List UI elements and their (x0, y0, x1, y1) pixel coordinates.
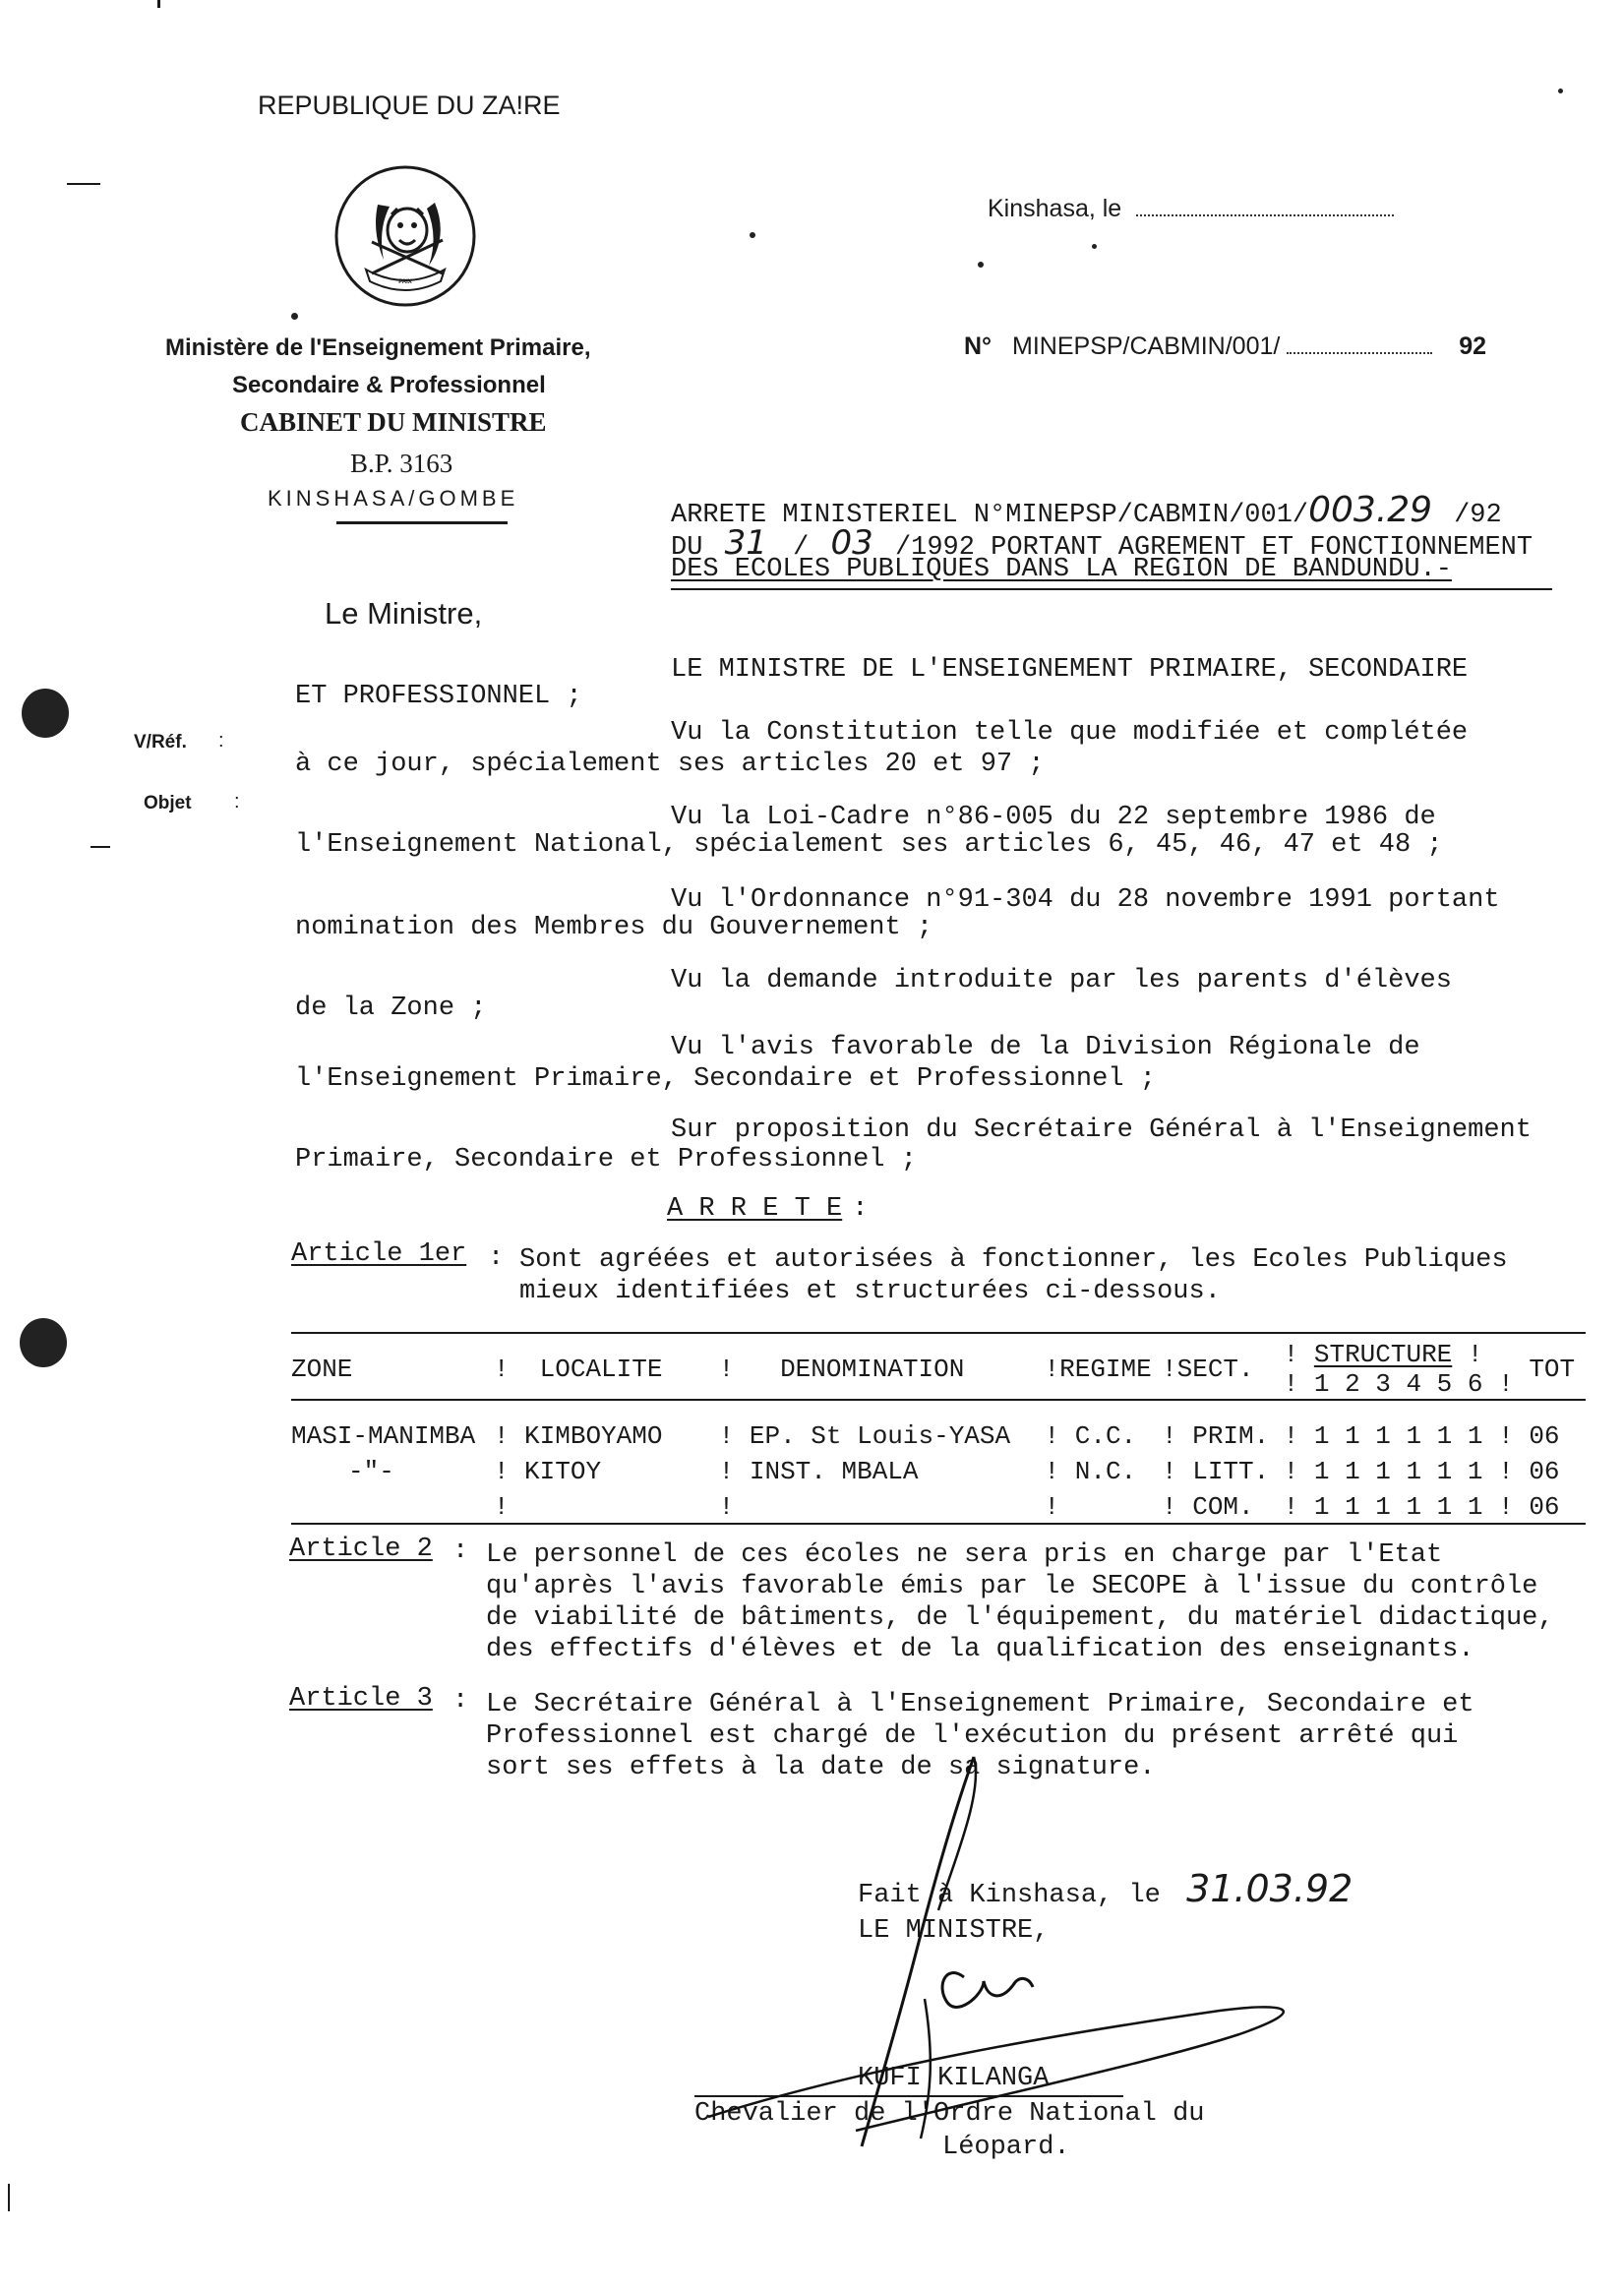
decree-date-separator: / (793, 533, 810, 563)
closing-done-at-text: Fait à Kinshasa, le (858, 1881, 1161, 1910)
city-address: KINSHASA/GOMBE (268, 486, 519, 511)
header-structure: ! STRUCTURE ! ! 1 2 3 4 5 6 ! (1283, 1340, 1514, 1399)
article-1-line1: Sont agréées et autorisées à fonctionner, les Ecoles Publiques (519, 1245, 1508, 1275)
preamble-4-rest: nomination des Membres du Gouvernement ; (295, 913, 933, 942)
header-denomination-text: DENOMINATION (780, 1355, 965, 1384)
decree-title-rule (671, 588, 1552, 590)
punch-hole-bottom (20, 1318, 67, 1367)
header-structure-years: 1 2 3 4 5 6 (1313, 1369, 1483, 1399)
header-regime-text: REGIME (1059, 1355, 1152, 1384)
cell-regime: ! C.C. (1044, 1421, 1137, 1451)
header-sect: !SECT. (1162, 1355, 1254, 1384)
punch-hole-top (22, 689, 69, 738)
header-sect-text: SECT. (1176, 1355, 1254, 1384)
minister-signature (689, 1753, 1377, 2186)
cell-denomination: ! (718, 1492, 750, 1522)
cell-denomination: ! INST. MBALA (718, 1457, 919, 1486)
cell-sect-text: COM. (1192, 1492, 1254, 1522)
article-1-label: Article 1er (291, 1239, 467, 1269)
cell-localite: ! KITOY (493, 1457, 602, 1486)
cell-tot (1514, 1418, 1586, 1454)
article-3-line1: Le Secrétaire Général à l'Enseignement Primaire, Secondaire et (486, 1690, 1474, 1719)
preamble-5-rest: de la Zone ; (295, 994, 487, 1023)
cabinet-title: CABINET DU MINISTRE (240, 407, 547, 437)
cell-tot-text: 06 (1529, 1492, 1560, 1522)
scan-mark (90, 846, 110, 848)
cell-regime: ! N.C. (1044, 1457, 1137, 1486)
date-blank-line (1136, 214, 1394, 216)
preamble-2-rest: à ce jour, spécialement ses articles 20 et 97 ; (295, 750, 1045, 779)
vref-label: V/Réf. (134, 732, 187, 753)
signatory-name: KUFI KILANGA (858, 2064, 1050, 2093)
country-name: REPUBLIQUE DU ZA!RE (258, 90, 561, 120)
cell-denomination-text: EP. St Louis-YASA (749, 1421, 1011, 1451)
cell-structure-text: 1 1 1 1 1 1 (1313, 1457, 1483, 1486)
table-row (291, 1454, 1586, 1489)
table-row (291, 1418, 1586, 1454)
preamble-6-rest: l'Enseignement Primaire, Secondaire et Professionnel ; (295, 1064, 1156, 1094)
preamble-5-first: Vu la demande introduite par les parents d'élèves (671, 966, 1452, 995)
cell-tot-text: 06 (1529, 1421, 1560, 1451)
cell-structure: ! 1 1 1 1 1 1 ! (1283, 1457, 1514, 1486)
header-structure-text: STRUCTURE (1313, 1340, 1453, 1369)
cell-denomination: ! EP. St Louis-YASA (718, 1421, 1011, 1451)
arrete-heading-colon: : (852, 1194, 869, 1224)
header-denomination: ! DENOMINATION (718, 1355, 965, 1384)
reference-code: MINEPSP/CABMIN/001/ (1012, 332, 1281, 360)
cell-zone (291, 1489, 494, 1525)
place-date-label: Kinshasa, le (988, 195, 1122, 222)
decree-du: DU (671, 533, 703, 563)
article-1-line2: mieux identifiées et structurées ci-dessous. (519, 1277, 1221, 1306)
svg-text:PAIX: PAIX (398, 279, 412, 285)
preamble-4-first: Vu l'Ordonnance n°91-304 du 28 novembre 1991 portant (671, 885, 1500, 915)
scan-speck (750, 232, 755, 238)
closing-date-handwritten: 31.03.92 (1186, 1867, 1353, 1910)
header-localite-text: LOCALITE (539, 1355, 663, 1384)
address-underline (336, 521, 508, 524)
table-header-rule (291, 1400, 1586, 1418)
cell-tot (1514, 1454, 1586, 1489)
cell-structure-text: 1 1 1 1 1 1 (1313, 1492, 1483, 1522)
cell-localite: ! (493, 1492, 525, 1522)
scan-mark (8, 2184, 10, 2211)
vref-colon: : (218, 730, 224, 752)
preamble-7-first: Sur proposition du Secrétaire Général à l'Enseignement (671, 1115, 1532, 1145)
cell-localite-text: KITOY (524, 1457, 602, 1486)
preamble-3-first: Vu la Loi-Cadre n°86-005 du 22 septembre 1986 de (671, 803, 1436, 832)
cell-tot-text: 06 (1529, 1457, 1560, 1486)
cell-structure: ! 1 1 1 1 1 1 ! (1283, 1492, 1514, 1522)
cell-sect: ! PRIM. (1162, 1421, 1270, 1451)
article-3-label: Article 3 (289, 1684, 433, 1714)
scan-speck (1558, 89, 1563, 93)
article-3-line3: sort ses effets à la date de sa signature. (486, 1753, 1156, 1782)
cell-sect-text: PRIM. (1192, 1421, 1270, 1451)
arrete-heading-text: A R R E T E (667, 1194, 843, 1224)
article-2-label: Article 2 (289, 1535, 433, 1564)
article-2-line4: des effectifs d'élèves et de la qualification des enseignants. (486, 1635, 1474, 1664)
place-date-field (988, 195, 1394, 223)
preamble-6-first: Vu l'avis favorable de la Division Régionale de (671, 1033, 1420, 1062)
article-2-line1: Le personnel de ces écoles ne sera pris en charge par l'Etat (486, 1540, 1443, 1570)
cell-regime: ! (1044, 1492, 1075, 1522)
decree-month-handwritten: 03 (830, 523, 873, 563)
header-tot (1514, 1340, 1586, 1400)
ministry-name-line1: Ministère de l'Enseignement Primaire, (165, 334, 591, 361)
cell-zone: MASI-MANIMBA (291, 1421, 476, 1451)
cell-denomination-text: INST. MBALA (749, 1457, 919, 1486)
scan-speck (978, 262, 984, 268)
schools-table (291, 1340, 1586, 1525)
cell-regime-text: C.C. (1074, 1421, 1137, 1451)
decree-year: /92 (1454, 501, 1502, 530)
table-top-rule (291, 1332, 1586, 1334)
preamble-7-rest: Primaire, Secondaire et Professionnel ; (295, 1145, 917, 1175)
preamble-1-rest: ET PROFESSIONNEL ; (295, 682, 582, 711)
header-regime: !REGIME (1044, 1355, 1152, 1384)
minister-heading: Le Ministre, (325, 596, 483, 631)
closing-minister: LE MINISTRE, (858, 1916, 1050, 1946)
table-header-row (291, 1340, 1586, 1400)
cell-sect: ! LITT. (1162, 1457, 1270, 1486)
preamble-1-first: LE MINISTRE DE L'ENSEIGNEMENT PRIMAIRE, SECONDAIRE (671, 655, 1469, 685)
cell-sect-text: LITT. (1192, 1457, 1270, 1486)
cell-localite-text: KIMBOYAMO (524, 1421, 663, 1451)
signatory-title-line2: Léopard. (942, 2133, 1070, 2162)
arrete-heading (667, 1194, 868, 1224)
header-tot-text: TOT (1529, 1355, 1576, 1384)
ministry-name-line2: Secondaire & Professionnel (232, 372, 546, 398)
article-2-colon: : (452, 1537, 469, 1566)
preamble-3-rest: l'Enseignement National, spécialement ses articles 6, 45, 46, 47 et 48 ; (295, 830, 1443, 860)
decree-day-handwritten: 31 (724, 523, 767, 563)
reference-prefix: N° (964, 332, 992, 360)
cell-localite: ! KIMBOYAMO (493, 1421, 663, 1451)
cell-structure: ! 1 1 1 1 1 1 ! (1283, 1421, 1514, 1451)
reference-blank-line (1287, 352, 1432, 354)
signatory-title-line1: Chevalier de l'Ordre National du (694, 2099, 1205, 2129)
preamble-2-first: Vu la Constitution telle que modifiée et complétée (671, 718, 1469, 748)
table-header-rule-row (291, 1400, 1586, 1418)
decree-number-handwritten: 003.29 (1308, 490, 1433, 530)
reference-year: 92 (1459, 332, 1487, 360)
cell-structure-text: 1 1 1 1 1 1 (1313, 1421, 1483, 1451)
article-3-line2: Professionnel est chargé de l'exécution du présent arrêté qui (486, 1721, 1459, 1751)
table-row (291, 1489, 1586, 1525)
cell-sect: ! COM. (1162, 1492, 1254, 1522)
scan-speck (1092, 244, 1097, 249)
scan-speck (291, 313, 298, 320)
decree-title-line3: DES ECOLES PUBLIQUES DANS LA REGION DE BANDUNDU.- (671, 555, 1452, 584)
decree-title-text: ARRETE MINISTERIEL N°MINEPSP/CABMIN/001/ (671, 501, 1309, 530)
cell-regime-text: N.C. (1074, 1457, 1137, 1486)
coat-of-arms-emblem (332, 163, 478, 309)
header-zone: ZONE (291, 1355, 353, 1384)
article-3-colon: : (452, 1686, 469, 1716)
article-1-colon: : (488, 1243, 505, 1273)
objet-label: Objet (144, 793, 192, 814)
reference-number (964, 332, 1486, 361)
cell-tot (1514, 1489, 1586, 1525)
scan-mark (157, 0, 160, 8)
scan-mark (67, 183, 100, 185)
decree-title-text-2: /1992 PORTANT AGREMENT ET FONCTIONNEMENT (894, 533, 1534, 563)
cell-zone: -"- (348, 1457, 394, 1486)
table-bottom-rule (291, 1523, 1586, 1525)
header-localite: ! LOCALITE (493, 1355, 663, 1384)
article-2-line2: qu'après l'avis favorable émis par le SECOPE à l'issue du contrôle (486, 1572, 1538, 1601)
postal-box: B.P. 3163 (350, 449, 453, 478)
article-2-line3: de viabilité de bâtiments, de l'équipement, du matériel didactique, (486, 1603, 1554, 1633)
objet-colon: : (234, 791, 240, 813)
